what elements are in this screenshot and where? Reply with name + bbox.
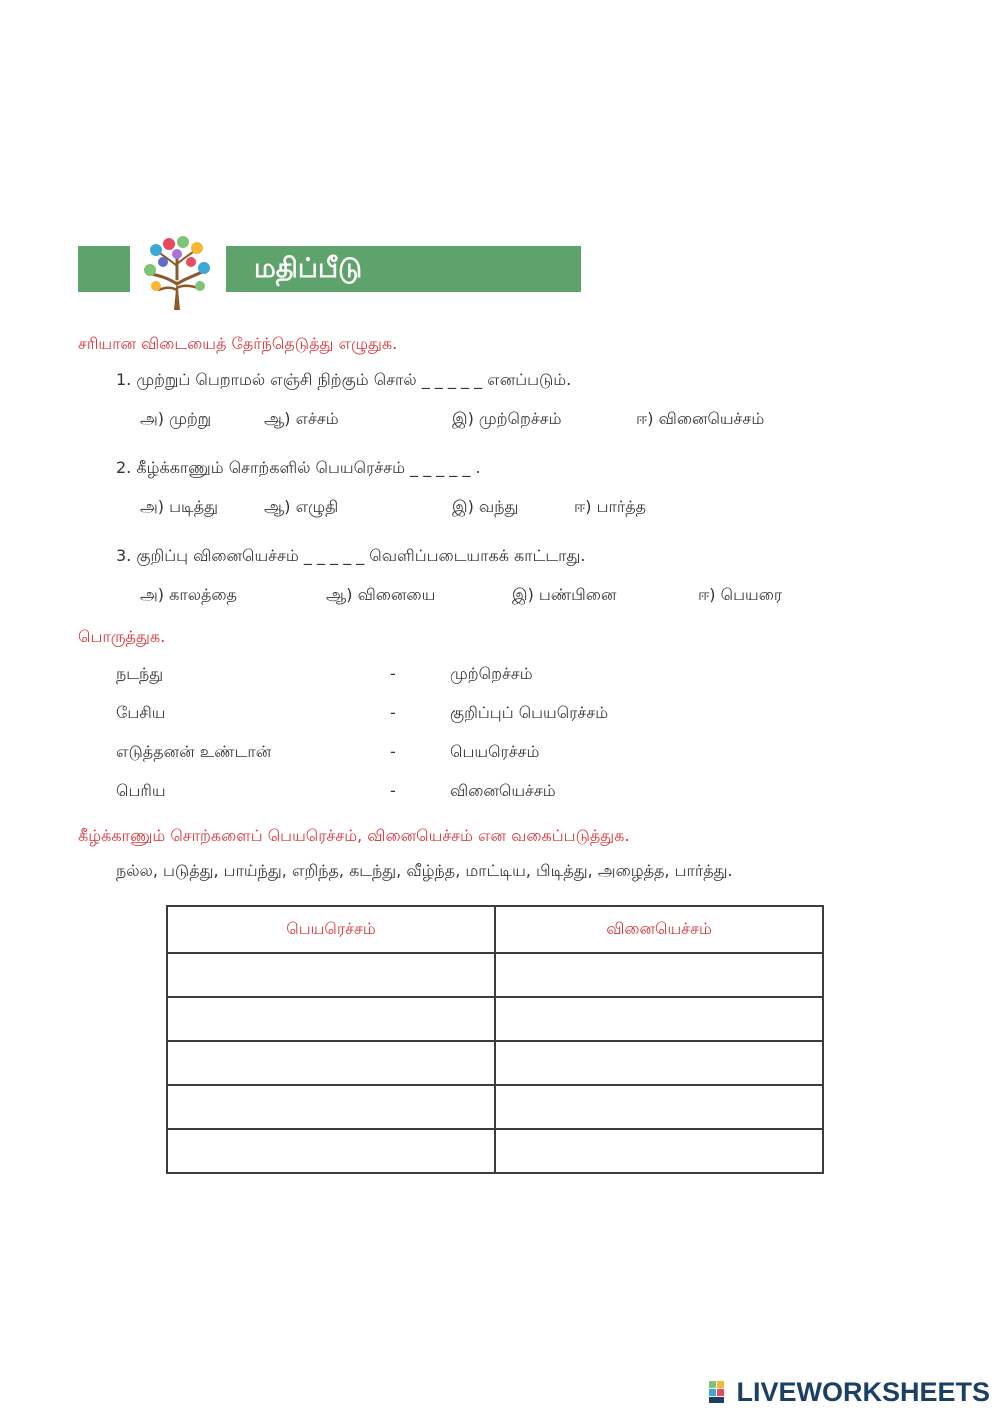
table-header-row bbox=[167, 906, 823, 953]
classification-table bbox=[166, 905, 824, 1174]
q2-option-c: இ) வந்து bbox=[452, 497, 519, 516]
question-3: 3. குறிப்பு வினையெச்சம் _ _ _ _ _ வெளிப்படையாகக் காட்டாது. bbox=[116, 546, 586, 565]
match-right-3: பெயரெச்சம் bbox=[450, 742, 540, 761]
question-1: 1. முற்றுப் பெறாமல் எஞ்சி நிற்கும் சொல் _ _ _ _ _ எனப்படும். bbox=[116, 370, 572, 389]
table-header-vinaiyecham: வினையெச்சம் bbox=[495, 906, 823, 953]
match-dash-2: - bbox=[390, 703, 396, 722]
answer-cell[interactable] bbox=[167, 1085, 495, 1129]
section-heading-choose: சரியான விடையைத் தேர்ந்தெடுத்து எழுதுக. bbox=[78, 334, 398, 353]
match-dash-4: - bbox=[390, 781, 396, 800]
answer-cell[interactable] bbox=[495, 1129, 823, 1173]
q2-option-b: ஆ) எழுதி bbox=[264, 497, 339, 516]
table-header-peyarecham: பெயரெச்சம் bbox=[167, 906, 495, 953]
q1-option-a: அ) முற்று bbox=[140, 409, 212, 428]
match-left-4: பெரிய bbox=[116, 781, 166, 800]
banner-left-block bbox=[78, 246, 130, 292]
question-2: 2. கீழ்க்காணும் சொற்களில் பெயரெச்சம் _ _ _ _ _ . bbox=[116, 458, 481, 477]
q3-option-d: ஈ) பெயரை bbox=[698, 585, 783, 604]
q2-option-a: அ) படித்து bbox=[140, 497, 219, 516]
table-row bbox=[167, 953, 823, 997]
q3-option-c: இ) பண்பினை bbox=[512, 585, 617, 604]
q1-option-c: இ) முற்றெச்சம் bbox=[452, 409, 562, 428]
q3-option-a: அ) காலத்தை bbox=[140, 585, 237, 604]
section-heading-classify: கீழ்க்காணும் சொற்களைப் பெயரெச்சம், வினையெச்சம் என வகைப்படுத்துக. bbox=[78, 826, 630, 845]
table-row bbox=[167, 1085, 823, 1129]
match-left-1: நடந்து bbox=[116, 664, 164, 683]
tree-icon bbox=[136, 232, 218, 312]
q1-option-b: ஆ) எச்சம் bbox=[264, 409, 339, 428]
table-row bbox=[167, 1129, 823, 1173]
q3-option-b: ஆ) வினையை bbox=[326, 585, 436, 604]
match-right-1: முற்றெச்சம் bbox=[450, 664, 533, 683]
section-heading-match: பொருத்துக. bbox=[78, 627, 166, 646]
match-dash-1: - bbox=[390, 664, 396, 683]
match-right-2: குறிப்புப் பெயரெச்சம் bbox=[450, 703, 609, 722]
answer-cell[interactable] bbox=[167, 1129, 495, 1173]
answer-cell[interactable] bbox=[167, 1041, 495, 1085]
answer-cell[interactable] bbox=[167, 953, 495, 997]
logo-text: LIVEWORKSHEETS bbox=[736, 1376, 990, 1407]
answer-cell[interactable] bbox=[495, 1041, 823, 1085]
match-dash-3: - bbox=[390, 742, 396, 761]
liveworksheets-mark-icon bbox=[708, 1380, 734, 1404]
q1-option-d: ஈ) வினையெச்சம் bbox=[636, 409, 765, 428]
q2-option-d: ஈ) பார்த்த bbox=[574, 497, 647, 516]
answer-cell[interactable] bbox=[495, 953, 823, 997]
page-title: மதிப்பீடு bbox=[254, 253, 363, 284]
liveworksheets-logo bbox=[708, 1377, 990, 1407]
answer-cell[interactable] bbox=[167, 997, 495, 1041]
answer-cell[interactable] bbox=[495, 1085, 823, 1129]
word-list: நல்ல, படுத்து, பாய்ந்து, எறிந்த, கடந்து, வீழ்ந்த, மாட்டிய, பிடித்து, அழைத்த, பார்த்து. bbox=[116, 861, 733, 880]
table-row bbox=[167, 997, 823, 1041]
match-right-4: வினையெச்சம் bbox=[450, 781, 556, 800]
match-left-3: எடுத்தனன் உண்டான் bbox=[116, 742, 272, 761]
table-row bbox=[167, 1041, 823, 1085]
answer-cell[interactable] bbox=[495, 997, 823, 1041]
match-left-2: பேசிய bbox=[116, 703, 166, 722]
